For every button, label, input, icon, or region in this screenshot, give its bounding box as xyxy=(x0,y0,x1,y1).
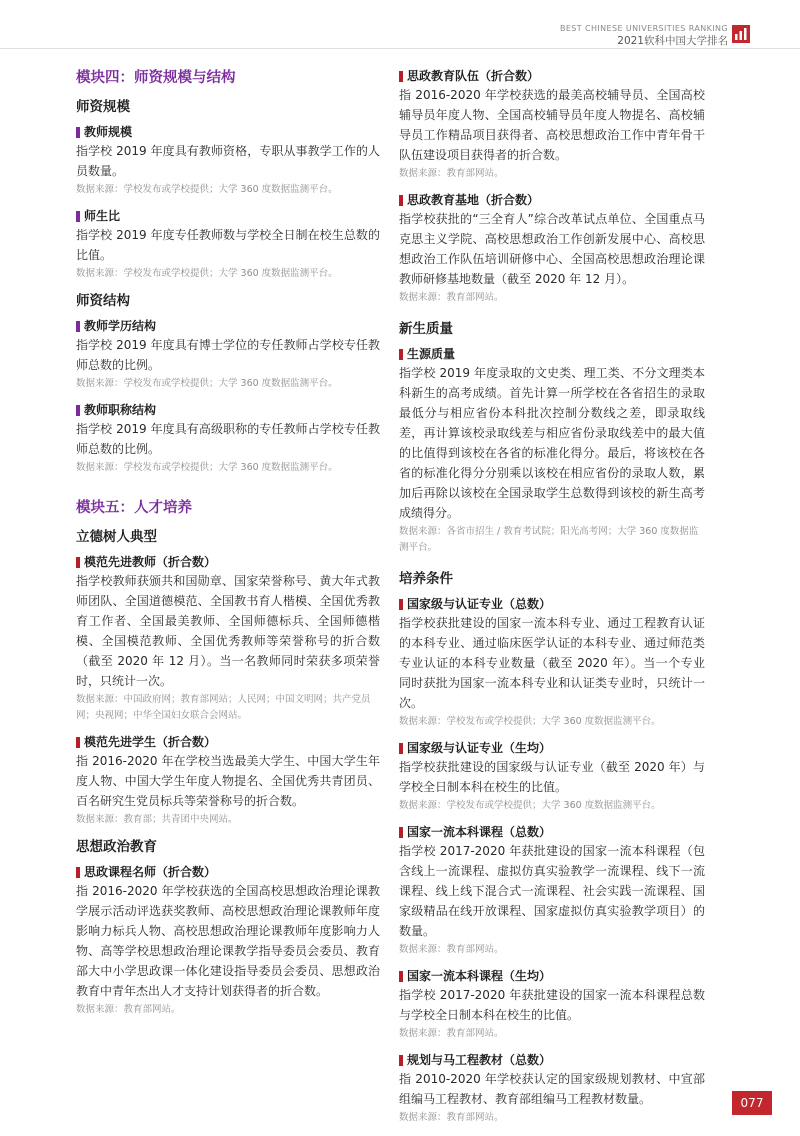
indicator-source: 数据来源：中国政府网；教育部网站；人民网；中国文明网；共产党员网；央视网；中华全国妇女联合会网站。 xyxy=(76,694,371,721)
indicator-title: 思政课程名师（折合数） xyxy=(76,864,380,881)
module4-title: 模块四：师资规模与结构 xyxy=(76,70,236,86)
indicator-item xyxy=(76,208,380,282)
indicator-description: 指学校获批建设的国家级与认证专业（截至 2020 年）与学校全日制本科在校生的比值。 xyxy=(399,760,705,794)
indicator-description: 指学校 2019 年度专任教师数与学校全日制在校生总数的比值。 xyxy=(76,228,380,262)
indicator-item xyxy=(76,402,380,476)
indicator-source: 数据来源：教育部网站。 xyxy=(399,292,504,303)
indicator-description: 指 2016-2020 年在学校当选最美大学生、中国大学生年度人物、中国大学生年度人物提名、全国优秀共青团员、百名研究生党员标兵等荣誉称号的折合数。 xyxy=(76,754,380,808)
section-title-freshman-quality: 新生质量 xyxy=(399,321,453,337)
indicator-description: 指学校获批的“三全育人”综合改革试点单位、全国重点马克思主义学院、高校思想政治工作创新发展中心、高校思想政治工作队伍培训研修中心、全国高校思想政治理论课教师研修基地数量（截至 2020 年 12 月）。 xyxy=(399,212,705,286)
indicator-source: 数据来源：学校发布或学校提供；大学 360 度数据监测平台。 xyxy=(76,378,338,389)
indicator-item xyxy=(399,740,705,814)
indicator-source: 数据来源：学校发布或学校提供；大学 360 度数据监测平台。 xyxy=(76,268,338,279)
indicator-description: 指学校 2017-2020 年获批建设的国家一流本科课程（包含线上一流课程、虚拟仿真实验教学一流课程、线下一流课程、线上线下混合式一流课程、社会实践一流课程、国家级精品在线开放课程、国家虚拟仿真实验教学项目）的数量。 xyxy=(399,844,705,938)
right-column xyxy=(399,68,705,1136)
indicator-item xyxy=(399,192,705,306)
section-title-faculty-structure: 师资结构 xyxy=(76,293,130,309)
indicator-title: 模范先进教师（折合数） xyxy=(76,554,380,571)
indicator-item xyxy=(399,824,705,958)
indicator-item xyxy=(399,1052,705,1126)
indicator-title: 教师规模 xyxy=(76,124,380,141)
running-header xyxy=(560,24,728,48)
section-title-faculty-size: 师资规模 xyxy=(76,99,130,115)
indicator-item xyxy=(399,968,705,1042)
left-column xyxy=(76,68,380,1028)
indicator-description: 指学校 2017-2020 年获批建设的国家一流本科课程总数与学校全日制本科在校生的比值。 xyxy=(399,988,705,1022)
indicator-title: 规划与马工程教材（总数） xyxy=(399,1052,705,1069)
indicator-source: 数据来源：教育部网站。 xyxy=(399,168,504,179)
indicator-description: 指学校 2019 年度具有博士学位的专任教师占学校专任教师总数的比例。 xyxy=(76,338,380,372)
header-title-cn: 2021软科中国大学排名 xyxy=(617,35,728,47)
indicator-title: 国家一流本科课程（总数） xyxy=(399,824,705,841)
indicator-title: 师生比 xyxy=(76,208,380,225)
section-title-training-conditions: 培养条件 xyxy=(399,571,453,587)
indicator-source: 数据来源：教育部网站。 xyxy=(399,1028,504,1039)
indicator-description: 指学校获批建设的国家一流本科专业、通过工程教育认证的本科专业、通过临床医学认证的本科专业、通过师范类专业认证的本科专业数量（截至 2020 年）。当一个专业同时获批为国家一流本科专业和认证类专业时，只统计一次。 xyxy=(399,616,705,710)
indicator-description: 指 2010-2020 年学校获认定的国家级规划教材、中宣部组编马工程教材、教育部组编马工程教材数量。 xyxy=(399,1072,705,1106)
indicator-source: 数据来源：学校发布或学校提供；大学 360 度数据监测平台。 xyxy=(399,800,661,811)
indicator-title: 模范先进学生（折合数） xyxy=(76,734,380,751)
indicator-item xyxy=(399,68,705,182)
indicator-title: 国家一流本科课程（生均） xyxy=(399,968,705,985)
indicator-item xyxy=(76,554,380,724)
indicator-description: 指学校 2019 年度具有教师资格，专职从事教学工作的人员数量。 xyxy=(76,144,380,178)
indicator-description: 指学校 2019 年度具有高级职称的专任教师占学校专任教师总数的比例。 xyxy=(76,422,380,456)
header-divider xyxy=(0,48,800,49)
indicator-description: 指学校 2019 年度录取的文史类、理工类、不分文理类本科新生的高考成绩。首先计算一所学校在各省招生的录取最低分与相应省份本科批次控制分数线之差，即录取线差，再计算该校录取线差与相应省份录取线差中的最大值的比值得到该校在各省的标准化得分。最后，将该校在各省的标准化得分分别乘以该校在相应省份的录取人数，累加后再除以该校在全国录取学生总数得到该校的新生高考成绩得分。 xyxy=(399,366,705,520)
indicator-title: 教师学历结构 xyxy=(76,318,380,335)
indicator-source: 数据来源：教育部网站。 xyxy=(399,1112,504,1123)
indicator-description: 指 2016-2020 年学校获选的最美高校辅导员、全国高校辅导员年度人物、全国高校辅导员年度人物提名、高校辅导员工作精品项目获得者、高校思想政治工作中青年骨干队伍建设项目获得者的折合数。 xyxy=(399,88,705,162)
indicator-source: 数据来源：教育部网站。 xyxy=(76,1004,181,1015)
module5-title: 模块五：人才培养 xyxy=(76,500,192,516)
indicator-item xyxy=(76,864,380,1018)
indicator-title: 国家级与认证专业（总数） xyxy=(399,596,705,613)
indicator-title: 教师职称结构 xyxy=(76,402,380,419)
indicator-source: 数据来源：学校发布或学校提供；大学 360 度数据监测平台。 xyxy=(399,716,661,727)
header-title-en: BEST CHINESE UNIVERSITIES RANKING xyxy=(559,24,728,33)
indicator-title: 国家级与认证专业（生均） xyxy=(399,740,705,757)
indicator-item xyxy=(76,318,380,392)
indicator-source: 数据来源：学校发布或学校提供；大学 360 度数据监测平台。 xyxy=(76,184,338,195)
indicator-description: 指学校教师获颁共和国勋章、国家荣誉称号、黄大年式教师团队、全国道德模范、全国教书育人楷模、全国优秀教育工作者、全国最美教师、全国师德标兵、全国师德楷模、全国模范教师、全国优秀教师等荣誉称号的折合数（截至 2020 年 12 月）。当一名教师同时荣获多项荣誉时，只统计一次。 xyxy=(76,574,380,688)
indicator-title: 思政教育基地（折合数） xyxy=(399,192,705,209)
indicator-item xyxy=(399,346,705,556)
indicator-title: 生源质量 xyxy=(399,346,705,363)
indicator-item xyxy=(76,734,380,828)
indicator-item xyxy=(399,596,705,730)
section-title-role-models: 立德树人典型 xyxy=(76,529,157,545)
shanghai-ranking-logo-icon xyxy=(732,25,750,43)
indicator-source: 数据来源：学校发布或学校提供；大学 360 度数据监测平台。 xyxy=(76,462,338,473)
section-title-ideological-education: 思想政治教育 xyxy=(76,839,157,855)
indicator-description: 指 2016-2020 年学校获选的全国高校思想政治理论课教学展示活动评选获奖教师、高校思想政治理论课教师年度影响力标兵人物、高校思想政治理论课教师年度影响力人物、高等学校思想政治理论课教学指导委员会委员、教育部大中小学思政课一体化建设指导委员会委员、思想政治教育中青年杰出人才支持计划获得者的折合数。 xyxy=(76,884,380,998)
indicator-item xyxy=(76,124,380,198)
indicator-source: 数据来源：教育部网站。 xyxy=(399,944,504,955)
indicator-source: 数据来源：各省市招生 / 教育考试院；阳光高考网；大学 360 度数据监测平台。 xyxy=(399,526,699,553)
page-number: 077 xyxy=(732,1091,772,1115)
indicator-title: 思政教育队伍（折合数） xyxy=(399,68,705,85)
indicator-source: 数据来源：教育部；共青团中央网站。 xyxy=(76,814,238,825)
